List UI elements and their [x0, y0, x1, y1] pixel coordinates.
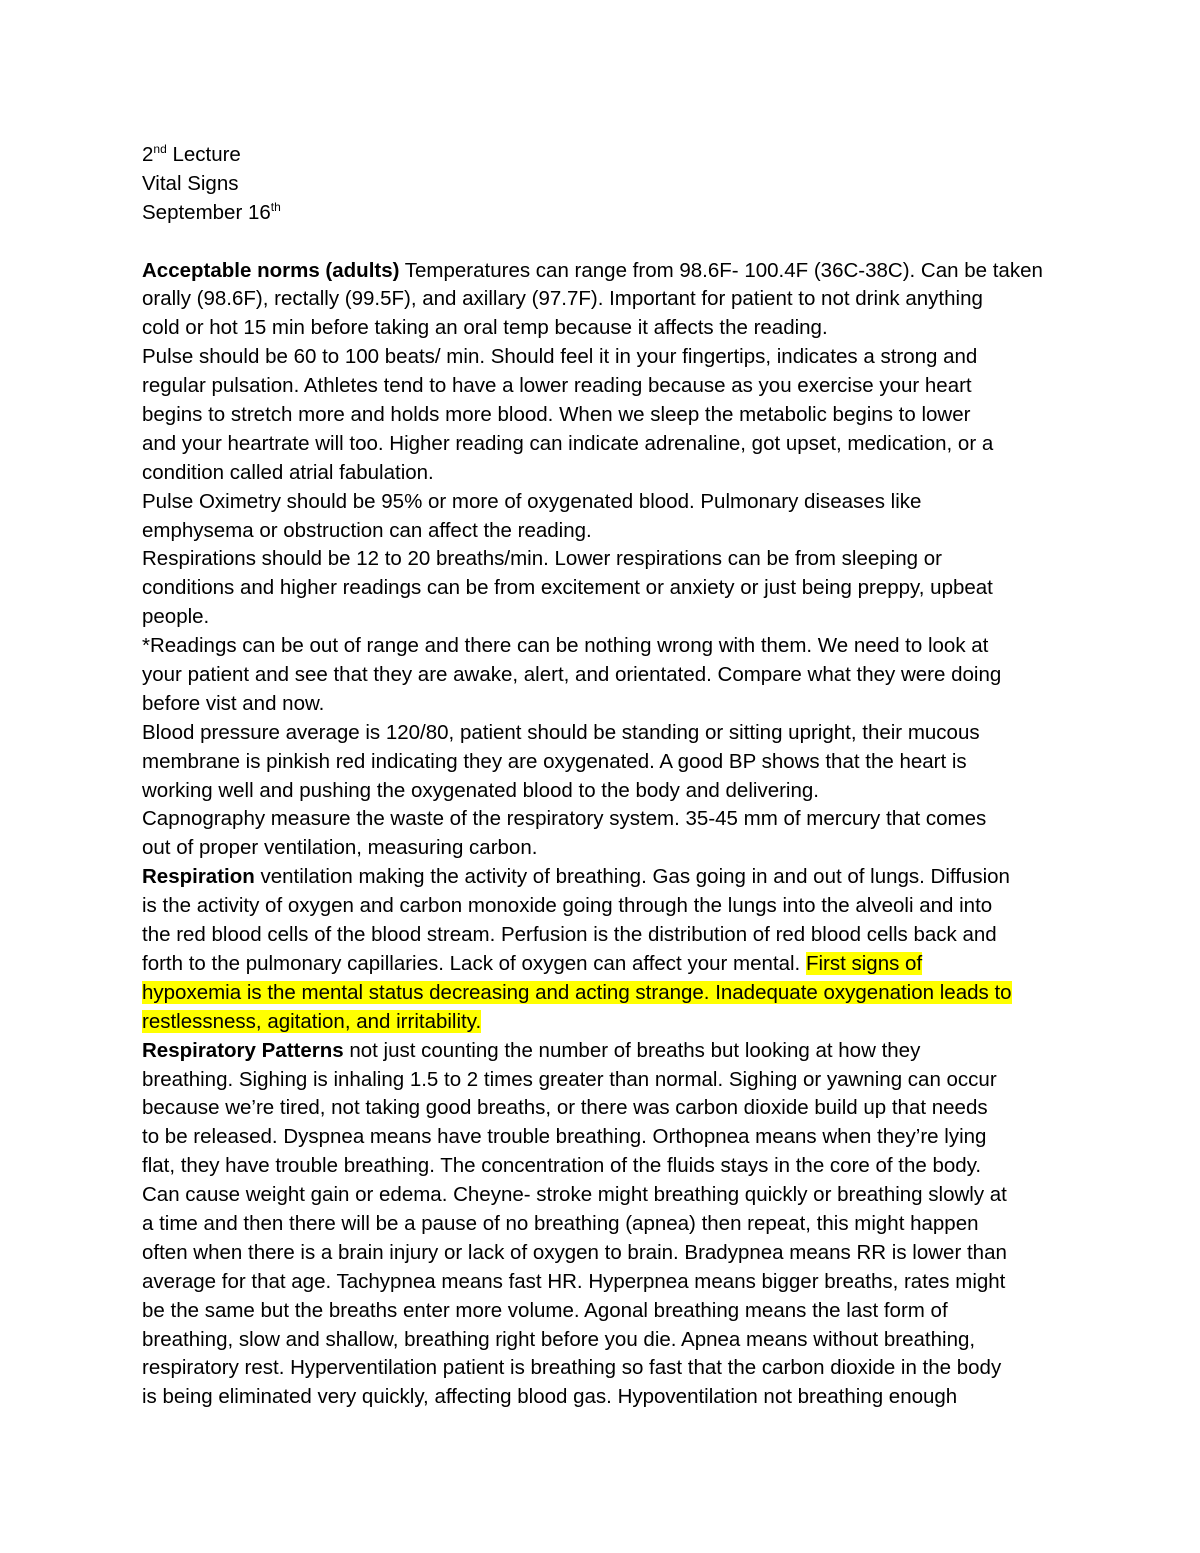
text-line [142, 1383, 1060, 1412]
text-line [142, 459, 1060, 488]
line-text: Capnography measure the waste of the respiratory system. 35-45 mm of mercury that comes [142, 807, 987, 831]
line-text: before vist and now. [142, 691, 325, 715]
text-line [142, 979, 1060, 1008]
text-line [142, 285, 1060, 314]
text-line [142, 863, 1060, 892]
text-line [142, 1210, 1060, 1239]
line-text: forth to the pulmonary capillaries. Lack of oxygen can affect your mental. [142, 951, 806, 975]
line-text: working well and pushing the oxygenated blood to the body and delivering. [142, 778, 819, 802]
text-line [142, 372, 1060, 401]
line-text: not just counting the number of breaths but looking at how they [343, 1038, 921, 1062]
text-line [142, 892, 1060, 921]
text-line [142, 777, 1060, 806]
text-line [142, 1297, 1060, 1326]
highlighted-text: hypoxemia is the mental status decreasing and acting strange. Inadequate oxygenation leads to [142, 980, 1012, 1004]
text-line [142, 632, 1060, 661]
line-text: cold or hot 15 min before taking an oral temp because it affects the reading. [142, 316, 828, 340]
text-line [142, 1037, 1060, 1066]
lecture-number: 2 [142, 143, 154, 166]
document-page [142, 141, 1060, 1412]
highlighted-text: restlessness, agitation, and irritability. [142, 1009, 482, 1033]
text-line [142, 834, 1060, 863]
line-text: Respirations should be 12 to 20 breaths/min. Lower respirations can be from sleeping or [142, 547, 942, 571]
text-line [142, 1094, 1060, 1123]
text-line [142, 517, 1060, 546]
line-text: Can cause weight gain or edema. Cheyne- stroke might breathing quickly or breathing slowly at [142, 1183, 1007, 1207]
line-text: is the activity of oxygen and carbon monoxide going through the lungs into the alveoli and into [142, 894, 993, 918]
line-text: the red blood cells of the blood stream. Perfusion is the distribution of red blood cells back and [142, 923, 997, 947]
line-text: ventilation making the activity of breathing. Gas going in and out of lungs. Diffusion [254, 865, 1010, 889]
line-text: emphysema or obstruction can affect the reading. [142, 518, 592, 542]
line-text: average for that age. Tachypnea means fast HR. Hyperpnea means bigger breaths, rates might [142, 1269, 1006, 1293]
text-line [142, 719, 1060, 748]
lecture-date [142, 199, 1060, 228]
text-line [142, 1066, 1060, 1095]
text-line [142, 401, 1060, 430]
text-line [142, 1354, 1060, 1383]
text-line [142, 343, 1060, 372]
text-line [142, 805, 1060, 834]
line-text: to be released. Dyspnea means have trouble breathing. Orthopnea means when they’re lying [142, 1125, 987, 1149]
highlighted-text: First signs of [805, 951, 923, 975]
text-line [142, 1326, 1060, 1355]
line-text: *Readings can be out of range and there can be nothing wrong with them. We need to look at [142, 634, 989, 658]
lecture-word: Lecture [166, 143, 241, 166]
line-text: is being eliminated very quickly, affecting blood gas. Hypoventilation not breathing enough [142, 1385, 958, 1409]
line-text: Blood pressure average is 120/80, patient should be standing or sitting upright, their mucous [142, 720, 980, 744]
line-text: Temperatures can range from 98.6F- 100.4F (36C-38C). Can be taken [399, 258, 1043, 282]
line-text: because we’re tired, not taking good breaths, or there was carbon dioxide build up that needs [142, 1096, 988, 1120]
line-text: a time and then there will be a pause of no breathing (apnea) then repeat, this might happen [142, 1211, 979, 1235]
line-text: begins to stretch more and holds more blood. When we sleep the metabolic begins to lower [142, 403, 971, 427]
text-line [142, 1181, 1060, 1210]
line-text: and your heartrate will too. Higher reading can indicate adrenaline, got upset, medication, or a [142, 431, 994, 455]
text-line [142, 1268, 1060, 1297]
text-line [142, 1152, 1060, 1181]
line-text: membrane is pinkish red indicating they are oxygenated. A good BP shows that the heart is [142, 749, 967, 773]
text-line [142, 488, 1060, 517]
line-text: breathing. Sighing is inhaling 1.5 to 2 times greater than normal. Sighing or yawning can occur [142, 1067, 997, 1091]
line-text: people. [142, 605, 210, 629]
line-text: often when there is a brain injury or lack of oxygen to brain. Bradypnea means RR is lower than [142, 1240, 1007, 1264]
text-line [142, 661, 1060, 690]
text-line [142, 545, 1060, 574]
text-line [142, 314, 1060, 343]
text-line [142, 1008, 1060, 1037]
text-line [142, 690, 1060, 719]
line-text: be the same but the breaths enter more volume. Agonal breathing means the last form of [142, 1298, 948, 1322]
text-line [142, 1239, 1060, 1268]
line-text: Pulse Oximetry should be 95% or more of oxygenated blood. Pulmonary diseases like [142, 489, 922, 513]
line-text: conditions and higher readings can be from excitement or anxiety or just being preppy, upbeat [142, 576, 993, 600]
line-text: condition called atrial fabulation. [142, 460, 434, 484]
line-text: regular pulsation. Athletes tend to have a lower reading because as you exercise your heart [142, 374, 972, 398]
date-ordinal-suffix: th [270, 199, 281, 214]
text-line [142, 748, 1060, 777]
text-line [142, 950, 1060, 979]
text-line [142, 921, 1060, 950]
lecture-heading [142, 141, 1060, 170]
line-text: flat, they have trouble breathing. The concentration of the fluids stays in the core of the body. [142, 1154, 982, 1178]
date-text: September 16 [142, 200, 271, 224]
notes-body [142, 257, 1060, 1413]
line-text: breathing, slow and shallow, breathing right before you die. Apnea means without breathing, [142, 1327, 976, 1351]
line-text: orally (98.6F), rectally (99.5F), and axillary (97.7F). Important for patient to not drink anything [142, 287, 983, 311]
line-text: your patient and see that they are awake, alert, and orientated. Compare what they were doing [142, 663, 1002, 687]
text-line [142, 1123, 1060, 1152]
text-line [142, 574, 1060, 603]
line-text: Pulse should be 60 to 100 beats/ min. Should feel it in your fingertips, indicates a strong and [142, 345, 978, 369]
line-text: respiratory rest. Hyperventilation patient is breathing so fast that the carbon dioxide in the body [142, 1356, 1002, 1380]
bold-term: Respiration [142, 865, 255, 889]
bold-term: Acceptable norms (adults) [142, 258, 400, 282]
text-line [142, 603, 1060, 632]
topic-title: Vital Signs [142, 171, 239, 195]
lecture-ordinal-suffix: nd [153, 142, 167, 156]
bold-term: Respiratory Patterns [142, 1038, 344, 1062]
text-line [142, 430, 1060, 459]
blank-line [142, 228, 1060, 257]
line-text: out of proper ventilation, measuring carbon. [142, 836, 538, 860]
text-line [142, 257, 1060, 286]
